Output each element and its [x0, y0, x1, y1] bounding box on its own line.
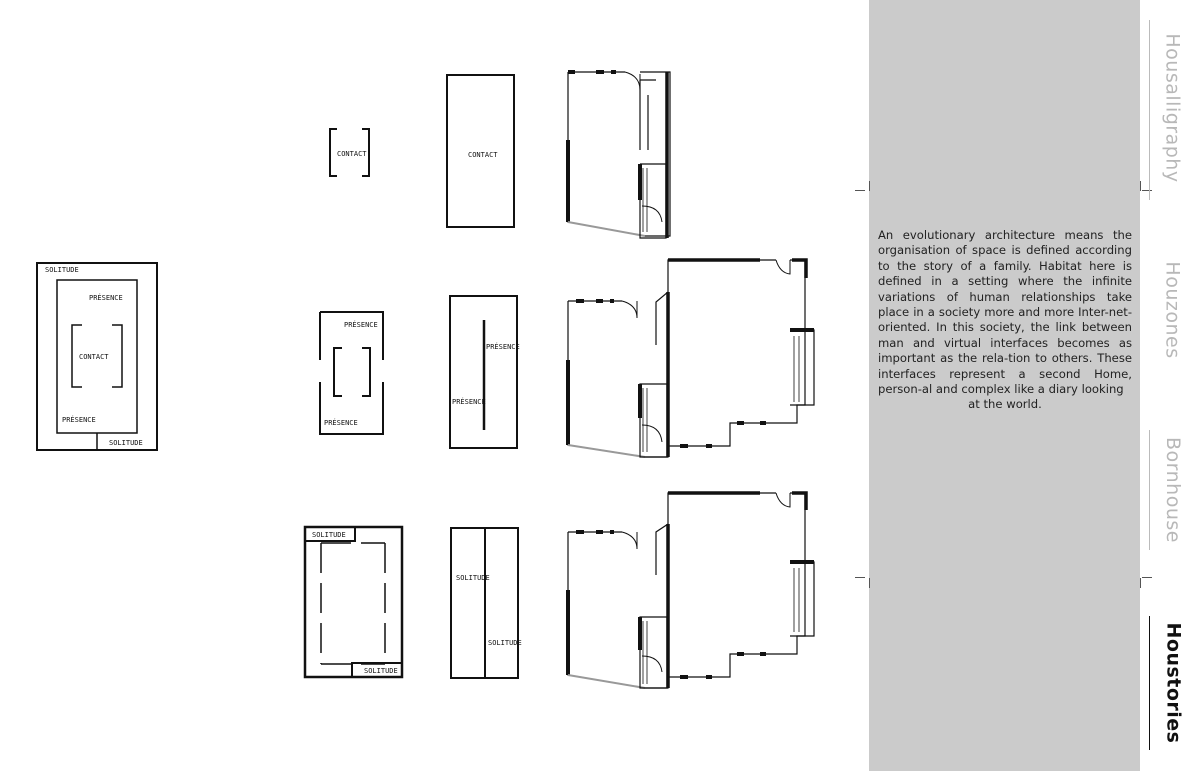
nav-houzones-label: Houzones — [1162, 261, 1184, 359]
label-presence-bottom: PRÉSENCE — [62, 416, 96, 424]
label-solitude-r3b: SOLITUDE — [364, 667, 398, 675]
label-presence-r2d: PRÉSENCE — [452, 398, 486, 406]
label-presence-r2a: PRÉSENCE — [344, 321, 378, 329]
row3-schemes — [305, 527, 522, 678]
label-contact-tall: CONTACT — [468, 151, 498, 159]
nav-houzones[interactable] — [1146, 240, 1200, 380]
description-text — [878, 228, 1132, 413]
label-solitude-r3a: SOLITUDE — [312, 531, 346, 539]
floor-plan-1 — [568, 72, 670, 238]
label-solitude-r3d: SOLITUDE — [488, 639, 522, 647]
nav-housalligraphy-label: Housalligraphy — [1162, 33, 1185, 183]
nav-underline — [1149, 430, 1150, 550]
master-scheme — [37, 263, 157, 450]
panel-tick-right-bottom — [1142, 577, 1152, 578]
row1-schemes — [330, 75, 514, 227]
nav-underline — [1149, 20, 1150, 200]
row2-schemes — [320, 296, 520, 448]
nav-underline — [1149, 616, 1150, 750]
panel-tickv-right-top — [1140, 181, 1141, 191]
label-contact-small: CONTACT — [337, 150, 367, 158]
floor-plan-3 — [568, 493, 814, 688]
label-contact: CONTACT — [79, 353, 109, 361]
label-solitude-top: SOLITUDE — [45, 266, 79, 274]
nav-houstories[interactable] — [1146, 608, 1200, 758]
nav-houstories-label: Houstories — [1162, 622, 1185, 744]
panel-tickv-left-bottom — [869, 578, 870, 588]
label-presence-top: PRÉSENCE — [89, 294, 123, 302]
panel-tickv-left-top — [869, 181, 870, 191]
panel-tick-left-top — [855, 190, 865, 191]
nav-bornhouse[interactable] — [1146, 420, 1200, 560]
nav-bornhouse-label: Bornhouse — [1162, 437, 1185, 543]
nav-housalligraphy[interactable] — [1146, 8, 1200, 208]
label-presence-r2b: PRÉSENCE — [324, 419, 358, 427]
label-solitude-bottom: SOLITUDE — [109, 439, 143, 447]
description-body: An evolutionary architecture means the organisation of space is defined according to the story of a family. Habitat here is defined in a setting where the infinite variations of human relationships take place in a society more and more Inter-net-oriented. In this society, the link between man and virtual interfaces becomes as important as the rela-tion to others. These interfaces represent a second Home, person-al and complex like a diary looking — [878, 228, 1132, 397]
label-solitude-r3c: SOLITUDE — [456, 574, 490, 582]
description-closing: at the world. — [968, 397, 1042, 412]
panel-tick-left-bottom — [855, 577, 865, 578]
label-presence-r2c: PRÉSENCE — [486, 343, 520, 351]
panel-tickv-right-bottom — [1140, 578, 1141, 588]
floor-plan-2 — [568, 260, 814, 457]
